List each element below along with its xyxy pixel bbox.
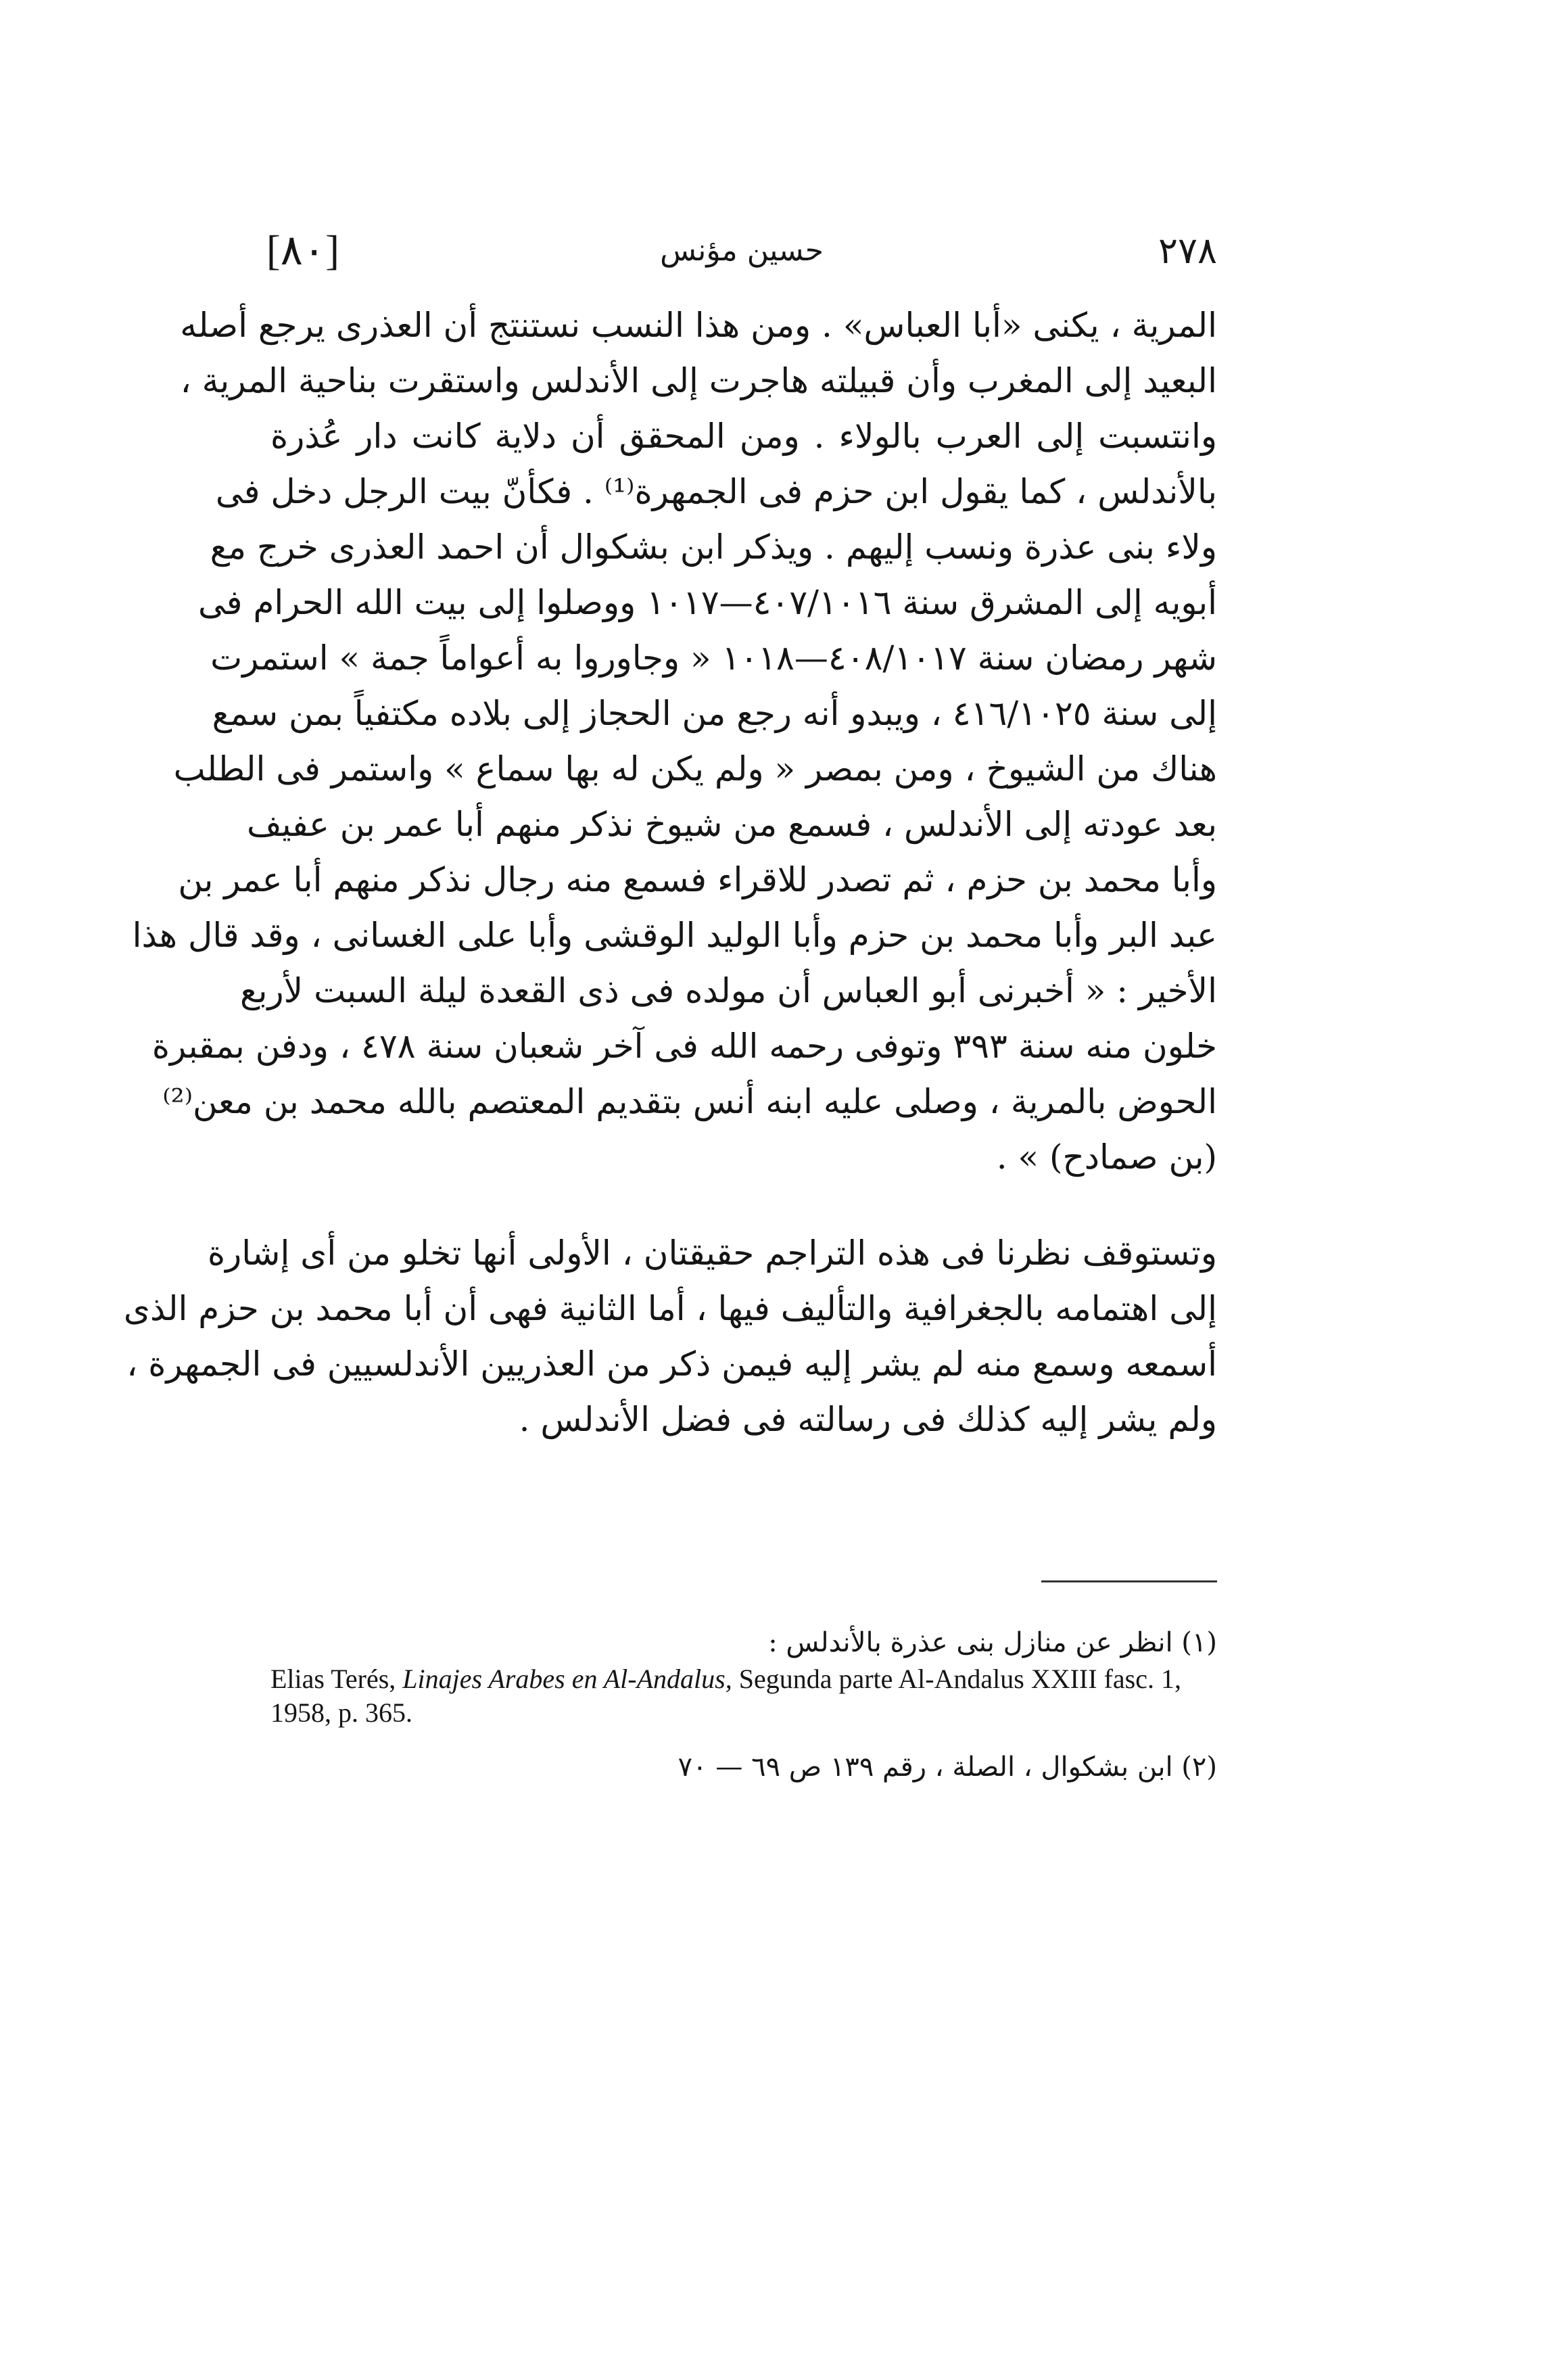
footnotes <box>270 1623 1217 1787</box>
text-line: وتستوقف نظرنا فى هذه التراجم حقيقتان ، الأولى أنها تخلو من أى إشارة <box>207 1234 1217 1273</box>
text-line: إلى سنة ٤١٦/١٠٢٥ ، ويبدو أنه رجع من الحجاز إلى بلاده مكتفياً بمن سمع <box>212 694 1217 733</box>
text-line: شهر رمضان سنة ٤٠٨/١٠١٧—١٠١٨ « وجاوروا به أعواماً جمة » استمرت <box>210 638 1217 678</box>
text-line: ولم يشر إليه كذلك فى رسالته فى فضل الأندلس . <box>519 1400 1217 1439</box>
citation-details: Segunda parte Al-Andalus XXIII fasc. 1, 1958, p. 365. <box>270 1664 1181 1728</box>
text-line: ولاء بنى عذرة ونسب إليهم . ويذكر ابن بشكوال أن احمد العذرى خرج مع <box>210 527 1217 567</box>
text-line: الحوض بالمرية ، وصلى عليه ابنه أنس بتقديم المعتصم بالله محمد بن معن⁽²⁾ <box>162 1082 1217 1121</box>
text-line: أسمعه وسمع منه لم يشر إليه فيمن ذكر من العذريين الأندلسيين فى الجمهرة ، <box>126 1344 1217 1384</box>
running-head-author: حسين مؤنس <box>660 233 824 268</box>
bracketed-page-number: [٨٠] <box>266 228 339 274</box>
paragraph-gap <box>270 1185 1217 1225</box>
text-line: أبويه إلى المشرق سنة ٤٠٧/١٠١٦—١٠١٧ ووصلوا إلى بيت الله الحرام فى <box>198 583 1217 622</box>
text-line: هناك من الشيوخ ، ومن بمصر « ولم يكن له بها سماع » واستمر فى الطلب <box>173 749 1217 789</box>
text-line: البعيد إلى المغرب وأن قبيلته هاجرت إلى الأندلس واستقرت بناحية المرية ، <box>180 361 1217 400</box>
text-line: وانتسبت إلى العرب بالولاء . ومن المحقق أن دلاية كانت دار عُذرة <box>270 417 1217 456</box>
text-line: الأخير : « أخبرنى أبو العباس أن مولده فى ذى القعدة ليلة السبت لأربع <box>240 971 1217 1010</box>
text-line: وأبا محمد بن حزم ، ثم تصدر للاقراء فسمع منه رجال نذكر منهم أبا عمر بن <box>178 860 1217 899</box>
footnote-2: (٢) ابن بشكوال ، الصلة ، رقم ١٣٩ ص ٦٩ — ٧٠ <box>678 1752 1217 1783</box>
text-line: بعد عودته إلى الأندلس ، فسمع من شيوخ نذكر منهم أبا عمر بن عفيف <box>246 805 1217 844</box>
footnote-gap <box>270 1730 1217 1747</box>
page-number: ٢٧٨ <box>1158 229 1217 272</box>
citation-author: Elias Terés, <box>270 1664 396 1694</box>
text-line: عبد البر وأبا محمد بن حزم وأبا الوليد الوقشى وأبا على الغسانى ، وقد قال هذا <box>132 916 1217 955</box>
citation-title: Linajes Arabes en Al-Andalus, <box>402 1664 732 1694</box>
text-line: إلى اهتمامه بالجغرافية والتأليف فيها ، أما الثانية فهى أن أبا محمد بن حزم الذى <box>123 1289 1217 1328</box>
paragraph-1 <box>132 298 1217 1185</box>
main-text <box>123 298 1217 1447</box>
text-line: خلون منه سنة ٣٩٣ وتوفى رحمه الله فى آخر شعبان سنة ٤٧٨ ، ودفن بمقبرة <box>151 1027 1217 1066</box>
text-line: المرية ، يكنى «أبا العباس» . ومن هذا النسب نستنتج أن العذرى يرجع أصله <box>180 306 1217 345</box>
footnote-divider <box>1041 1580 1217 1582</box>
footnote-1-citation <box>270 1662 1217 1730</box>
text-line: (بن صمادح) » . <box>996 1137 1217 1177</box>
text-line: بالأندلس ، كما يقول ابن حزم فى الجمهرة⁽¹⁾ . فكأنّ بيت الرجل دخل فى <box>215 472 1217 511</box>
footnote-1-arabic: (١) انظر عن منازل بنى عذرة بالأندلس : <box>768 1627 1217 1658</box>
page-header <box>266 220 1217 281</box>
paragraph-2 <box>123 1225 1217 1447</box>
